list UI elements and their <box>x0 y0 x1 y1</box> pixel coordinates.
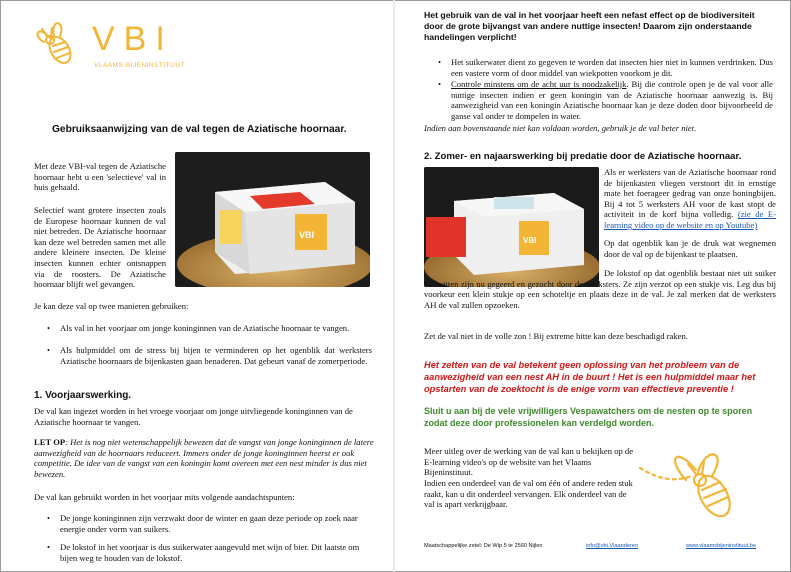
spring-point-2: • De lokstof in het voorjaar is dus suikerwater aangevuld met wijn of bier. Dit laatste om bijen weg te houden van de lokstof. <box>60 542 374 563</box>
page-divider <box>393 0 395 572</box>
more-info-text: Meer uitleg over de werking van de val kan u bekijken op de E-learning video's op de website van het Vlaams Bijeninstituut. <box>424 446 634 478</box>
note-text: : Het is nog niet wetenschappelijk bewezen dat de vangst van jonge koninginnen de latere aanwezigheid van de hoornaars reduceert. Immers onder de jonge koninginnen heerst er ook competitie. De idee van de vangst van een koningin komt overeen met een nest minder is dus niet bewezen. <box>34 437 374 479</box>
spare-parts-text: Indien een onderdeel van de val om één of andere reden stuk raakt, kan u dit onderdeel vervangen. Elk onderdeel van de val is apart verkrijgbaar. <box>424 478 633 510</box>
footer-address: Maatschappelijke zetel: De Wip 5 te 2560 Nijlen <box>424 543 543 549</box>
intro-paragraph-2: Selectief want grotere insecten zoals de Europese hoornaar kunnen de val niet betreden. De Aziatische hoornaar kan deze wel betreden samen met alle andere kleinere insecten. De kleine insecten kunnen echter ontsnappen via de roosters. De Aziatische hoornaar blijft wel gevangen. <box>34 205 166 290</box>
section-2-heading: 2. Zomer- en najaarswerking bij predatie door de Aziatische hoornaar. <box>424 151 742 162</box>
bee-illustration-icon <box>636 440 766 535</box>
intro-paragraph-1: Met deze VBI-val tegen de Aziatische hoornaar hebt u een 'selectieve' val in huis gehaald. <box>34 161 166 193</box>
page-title: Gebruiksaanwijzing van de val tegen de Aziatische hoornaar. <box>52 124 347 135</box>
spring-rule-2-emphasis: Controle minstens om de acht uur is noodzakelijk <box>451 79 627 89</box>
svg-text:VBI: VBI <box>523 236 537 245</box>
section-2-text-1: Als er werksters van de Aziatische hoornaar rond de bijenkasten vliegen verstoort dit in ernstige mate het foerageer gedrag van onze honingbijen. Bij 4 tot 5 werksters AH voor de kast stopt de activiteit in de korf bijna volledig. <box>604 167 776 220</box>
section-2-paragraph-2: Op dat ogenblik kan je de druk wat wegnemen door de val op de bijenkast te plaatsen. <box>604 238 776 259</box>
footer-email-link[interactable]: info@vbi.Vlaanderen <box>586 543 639 549</box>
section-1-text: De val kan ingezet worden in het vroege voorjaar om jonge uitvliegende koninginnen van de Aziatische hoornaar te vangen. <box>34 406 353 427</box>
ways-intro: Je kan deze val op twee manieren gebruiken: <box>34 301 189 311</box>
e-learning-link[interactable]: (zie de E-learning video op de website en op Youtube) <box>604 209 776 230</box>
logo-text: VBI <box>92 20 174 58</box>
section-2-paragraph-3: De lokstof op dat ogenblik bestaat niet uit suiker ! Eiwitten zijn nu gegeerd en gezocht door de werksters. Ze zijn verzot op een stukje vis. Leg dus bij voorkeur een klein stukje op een schoteltje en plaats deze in de val. Je zal merken dat de werksters AH de val zullen opzoeken. <box>424 268 776 310</box>
svg-text:VBI: VBI <box>299 230 315 240</box>
right-page <box>396 0 791 572</box>
logo-subtitle: VLAAMS BIJENINSTITUUT <box>94 62 186 69</box>
spring-intro: De val kan gebruikt worden in het voorjaar mits volgende aandachtspunten: <box>34 492 295 502</box>
footer-website-link[interactable]: www.vlaamsbijeninstituut.be <box>686 543 756 549</box>
vespawatchers-call: Sluit u aan bij de vele vrijwilligers Vespawatchers om de nesten op te sporen zodat deze door professionelen kan verdelgd worden. <box>424 406 753 428</box>
bee-logo-icon <box>30 16 88 72</box>
spring-rule-2 <box>451 79 773 121</box>
section-1-heading: 1. Voorjaarswerking. <box>34 390 132 401</box>
warning-text: Het gebruik van de val in het voorjaar heeft een nefast effect op de biodiversiteit door de grote bijvangst van andere nuttige insecten! Daarom zijn onderstaande handelingen verplicht! <box>424 10 755 42</box>
section-2-paragraph-4: Zet de val niet in de volle zon ! Bij extreme hitte kan deze beschadigd raken. <box>424 331 688 341</box>
vbi-logo <box>30 16 190 76</box>
trap-photo <box>175 152 370 287</box>
spring-rule-1: • Het suikerwater dient zo gegeven te worden dat insecten hier niet in kunnen verdrinken. Dus een vastere vorm of door middel van wiekpotten voorkom je dit. <box>451 57 773 78</box>
ways-item-2: • Als hulpmiddel om de stress bij bijen te verminderen op het ogenblik dat werksters Aziatische hoornaars de bijenkasten gaan benaderen. Dat gebeurt vanaf de zomerperiode. <box>60 345 372 366</box>
spring-rule-2-rest: . Bij die controle open je de val voor alle nuttige insecten indien er geen koningin van de Aziatische hoornaar aanwezig is. Bij aanwezigheid van een koningin Aziatische hoornaar kan je deze doden door bijvoorbeeld de ganse val onder te dompelen in water. <box>451 79 774 121</box>
prevention-statement: Het zetten van de val betekent geen oplossing van het probleem van de aanwezigheid van een nest AH in de buurt ! Het is een hulpmiddel maar het opstarten van de zoektocht is de enige vorm van effectieve preventie ! <box>424 360 756 394</box>
left-page <box>0 0 392 572</box>
section-2-paragraph-1 <box>604 167 776 231</box>
note-label: LET OP <box>34 437 66 447</box>
fallback-note: Indien aan bovenstaande niet kan voldaan worden, gebruik je de val beter niet. <box>424 123 697 133</box>
spring-point-1: • De jonge koninginnen zijn verzwakt door de winter en gaan deze periode op zoek naar energie onder vorm van suikers. <box>60 513 374 534</box>
ways-item-1: • Als val in het voorjaar om jonge koninginnen van de Aziatische hoornaar te vangen. <box>60 323 372 334</box>
note-paragraph <box>34 437 376 479</box>
